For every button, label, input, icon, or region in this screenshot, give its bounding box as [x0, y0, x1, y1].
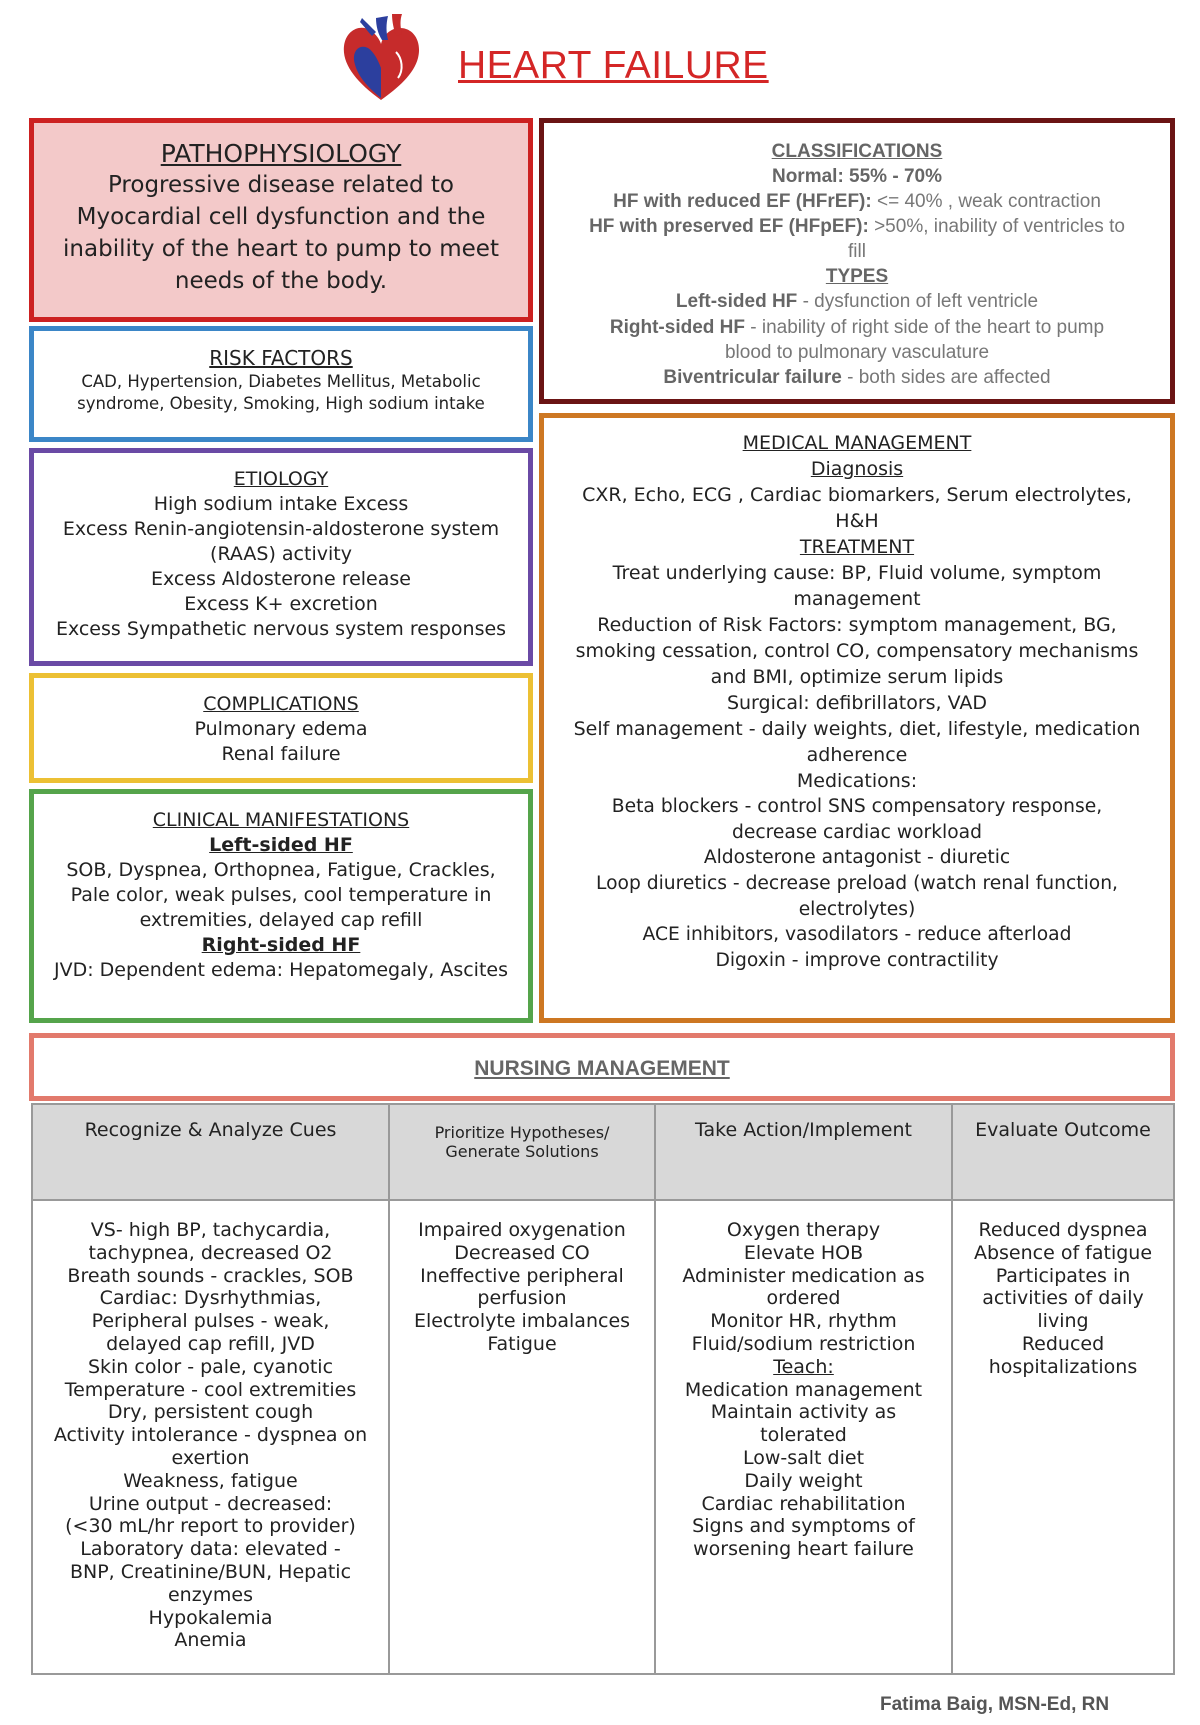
- biventricular-line: [558, 365, 1156, 390]
- pathophysiology-line: Myocardial cell dysfunction and the: [76, 203, 486, 230]
- diagnosis-line: H&H: [835, 510, 879, 533]
- action-line: tolerated: [760, 1424, 847, 1447]
- treat-underlying-continuation: management: [793, 588, 921, 611]
- clinical-manifestations-box: [29, 789, 533, 1023]
- normal-ef-line: Normal: 55% - 70%: [771, 166, 942, 188]
- cue-line: enzymes: [167, 1583, 254, 1606]
- pathophysiology-line: needs of the body.: [174, 267, 388, 294]
- cue-line: Hypokalemia: [148, 1606, 273, 1629]
- action-line: Signs and symptoms of: [692, 1515, 915, 1538]
- treat-underlying-line: [558, 560, 1156, 586]
- self-management-continuation: adherence: [806, 744, 908, 767]
- hypothesis-line: Impaired oxygenation: [418, 1219, 626, 1241]
- cue-line: Anemia: [174, 1629, 247, 1652]
- left-sided-type-text: - dysfunction of left ventricle: [797, 291, 1039, 313]
- action-line: Elevate HOB: [743, 1241, 864, 1264]
- biventricular-text: - both sides are affected: [841, 366, 1051, 388]
- medication-line: Digoxin - improve contractility: [715, 949, 999, 971]
- pathophysiology-body: [48, 170, 514, 298]
- action-line: Medication management: [684, 1378, 923, 1401]
- treatment-heading: TREATMENT: [799, 536, 915, 559]
- actions-cell: [655, 1200, 952, 1674]
- pathophysiology-line: Progressive disease related to: [107, 172, 455, 198]
- etiology-line: (RAAS) activity: [210, 543, 352, 566]
- right-sided-type-continuation: blood to pulmonary vasculature: [724, 341, 990, 363]
- self-management-text: - daily weights, diet, lifestyle, medication: [742, 718, 1141, 741]
- action-line: Cardiac rehabilitation: [701, 1492, 906, 1515]
- etiology-line: Excess Renin-angiotensin-aldosterone system: [62, 518, 500, 541]
- risk-factors-box: [29, 326, 533, 442]
- cue-line: Dry, persistent cough: [107, 1401, 314, 1424]
- left-sided-hf-line: extremities, delayed cap refill: [139, 909, 423, 932]
- surgical-line: Surgical: defibrillators, VAD: [726, 692, 988, 715]
- left-sided-hf-line: SOB, Dyspnea, Orthopnea, Fatigue, Crackles,: [66, 859, 496, 882]
- action-line: Monitor HR, rhythm: [710, 1310, 897, 1333]
- complications-line: Pulmonary edema: [194, 718, 368, 741]
- cue-line: Urine output - decreased:: [88, 1492, 333, 1515]
- outcome-line: Absence of fatigue: [973, 1241, 1153, 1264]
- right-sided-type-label: Right-sided HF: [609, 316, 745, 338]
- nursing-management-table: [31, 1103, 1175, 1675]
- cue-line: Temperature - cool extremities: [64, 1378, 357, 1401]
- hypothesis-line: Ineffective peripheral: [420, 1264, 624, 1287]
- etiology-heading: ETIOLOGY: [233, 468, 329, 490]
- right-sided-hf-line: JVD: Dependent edema: Hepatomegaly, Ascites: [53, 959, 508, 982]
- cue-line: Skin color - pale, cyanotic: [87, 1355, 334, 1378]
- etiology-line: Excess Sympathetic nervous system responses: [55, 618, 507, 641]
- outcome-line: Participates in: [995, 1264, 1131, 1287]
- right-sided-type-line: [558, 315, 1156, 340]
- self-management-line: [558, 716, 1156, 742]
- etiology-line: Excess Aldosterone release: [151, 568, 411, 591]
- left-sided-type-line: [558, 289, 1156, 314]
- hfref-label: HF with reduced EF (HFrEF):: [613, 191, 872, 213]
- cue-line: Peripheral pulses - weak,: [91, 1310, 330, 1333]
- medication-line: ACE inhibitors, vasodilators - reduce afterload: [642, 924, 1072, 946]
- types-heading: TYPES: [825, 266, 889, 288]
- complications-heading: COMPLICATIONS: [203, 693, 359, 715]
- pathophysiology-line: inability of the heart to pump to meet: [63, 235, 499, 262]
- medication-line: Loop diuretics - decrease preload (watch renal function,: [596, 873, 1118, 895]
- medications-heading: Medications:: [796, 770, 918, 793]
- hypothesis-line: perfusion: [477, 1287, 567, 1310]
- nursing-management-heading: NURSING MANAGEMENT: [474, 1057, 730, 1080]
- page-title: HEART FAILURE: [458, 44, 769, 87]
- cues-cell: [32, 1200, 389, 1674]
- teach-heading: Teach:: [773, 1355, 834, 1378]
- reduction-label: Reduction of Risk Factors:: [597, 614, 843, 637]
- left-sided-type-label: Left-sided HF: [675, 291, 798, 313]
- column-header-recognize-cues: Recognize & Analyze Cues: [32, 1104, 389, 1200]
- cue-line: Laboratory data: elevated -: [80, 1538, 341, 1561]
- author-footer: Fatima Baig, MSN-Ed, RN: [880, 1694, 1110, 1715]
- outcome-line: Reduced dyspnea: [978, 1219, 1148, 1241]
- outcome-line: hospitalizations: [988, 1355, 1138, 1378]
- outcome-line: activities of daily: [982, 1287, 1144, 1310]
- etiology-box: [29, 448, 533, 666]
- right-sided-type-text: - inability of right side of the heart to pump: [745, 316, 1105, 338]
- classifications-heading: CLASSIFICATIONS: [771, 141, 943, 162]
- cue-line: exertion: [171, 1446, 250, 1469]
- reduction-continuation: smoking cessation, control CO, compensatory mechanisms: [575, 640, 1139, 663]
- treat-underlying-text: BP, Fluid volume, symptom: [835, 562, 1102, 585]
- anatomical-heart-icon: [336, 12, 426, 104]
- action-line: Maintain activity as: [710, 1401, 897, 1424]
- left-sided-hf-line: Pale color, weak pulses, cool temperature in: [70, 884, 492, 907]
- column-header-evaluate-outcome: Evaluate Outcome: [952, 1104, 1174, 1200]
- hypotheses-cell: [389, 1200, 655, 1674]
- table-header-row: [32, 1104, 1174, 1200]
- hypothesis-line: Electrolyte imbalances: [413, 1310, 631, 1333]
- biventricular-label: Biventricular failure: [663, 366, 842, 388]
- clinical-manifestations-heading: CLINICAL MANIFESTATIONS: [152, 809, 410, 831]
- hfref-text: <= 40% , weak contraction: [871, 191, 1101, 213]
- outcome-line: living: [1037, 1310, 1089, 1333]
- cue-line: tachypnea, decreased O2: [88, 1241, 333, 1264]
- etiology-line: Excess K+ excretion: [184, 593, 378, 616]
- diagnosis-line: CXR, Echo, ECG , Cardiac biomarkers, Serum electrolytes,: [582, 484, 1132, 507]
- hypothesis-line: Decreased CO: [454, 1241, 590, 1264]
- cue-line: Activity intolerance - dyspnea on: [53, 1424, 368, 1447]
- cue-line: Breath sounds - crackles, SOB: [67, 1264, 354, 1287]
- hfpef-continuation: fill: [848, 241, 866, 263]
- medical-management-heading: MEDICAL MANAGEMENT: [742, 432, 972, 454]
- cue-line: Cardiac: Dysrhythmias,: [99, 1287, 322, 1310]
- action-line: ordered: [766, 1287, 841, 1310]
- medication-line: Aldosterone antagonist - diuretic: [703, 847, 1011, 869]
- reduction-text: symptom management, BG,: [842, 614, 1117, 637]
- risk-factors-line: syndrome, Obesity, Smoking, High sodium intake: [77, 394, 485, 414]
- outcome-line: Reduced: [1021, 1332, 1105, 1355]
- page-header: [0, 0, 1200, 110]
- hfpef-label: HF with preserved EF (HFpEF):: [589, 216, 869, 238]
- column-header-take-action: Take Action/Implement: [655, 1104, 952, 1200]
- hfref-line: [558, 189, 1156, 214]
- cue-line: Weakness, fatigue: [123, 1469, 298, 1492]
- hypothesis-line: Fatigue: [487, 1332, 557, 1355]
- right-sided-hf-heading: Right-sided HF: [201, 934, 361, 957]
- medication-line: Beta blockers - control SNS compensatory response,: [611, 796, 1103, 818]
- action-line: Low-salt diet: [742, 1446, 865, 1469]
- pathophysiology-box: [29, 118, 533, 322]
- cue-line: delayed cap refill, JVD: [106, 1332, 315, 1355]
- risk-factors-line: CAD, Hypertension, Diabetes Mellitus, Metabolic: [81, 372, 481, 392]
- complications-line: Renal failure: [221, 743, 341, 766]
- treat-underlying-label: Treat underlying cause:: [612, 562, 836, 585]
- action-line: Administer medication as: [682, 1264, 925, 1287]
- outcomes-cell: [952, 1200, 1174, 1674]
- medication-line: decrease cardiac workload: [732, 821, 982, 843]
- etiology-line: High sodium intake Excess: [153, 493, 409, 516]
- medication-line: electrolytes): [798, 898, 916, 920]
- column-header-prioritize-hypotheses: Prioritize Hypotheses/ Generate Solutions: [389, 1104, 655, 1200]
- hfpef-line: [558, 214, 1156, 239]
- action-line: worsening heart failure: [693, 1538, 914, 1561]
- pathophysiology-heading: PATHOPHYSIOLOGY: [160, 139, 402, 168]
- complications-box: [29, 673, 533, 783]
- medical-management-box: [539, 413, 1175, 1023]
- risk-factors-heading: RISK FACTORS: [209, 346, 353, 370]
- cue-line: (<30 mL/hr report to provider): [65, 1515, 356, 1538]
- self-management-label: Self management: [573, 718, 743, 741]
- hfpef-text: >50%, inability of ventricles to: [868, 216, 1125, 238]
- reduction-continuation: and BMI, optimize serum lipids: [710, 666, 1004, 689]
- reduction-line: [558, 612, 1156, 638]
- action-line: Oxygen therapy: [726, 1219, 881, 1241]
- classifications-box: [539, 118, 1175, 404]
- action-line: Daily weight: [744, 1469, 863, 1492]
- table-row: [32, 1200, 1174, 1674]
- action-line: Fluid/sodium restriction: [691, 1332, 916, 1355]
- diagnosis-heading: Diagnosis: [810, 458, 904, 481]
- cue-line: VS- high BP, tachycardia,: [90, 1219, 331, 1241]
- left-sided-hf-heading: Left-sided HF: [209, 834, 353, 857]
- nursing-management-box: [29, 1033, 1175, 1101]
- cue-line: BNP, Creatinine/BUN, Hepatic: [69, 1560, 352, 1583]
